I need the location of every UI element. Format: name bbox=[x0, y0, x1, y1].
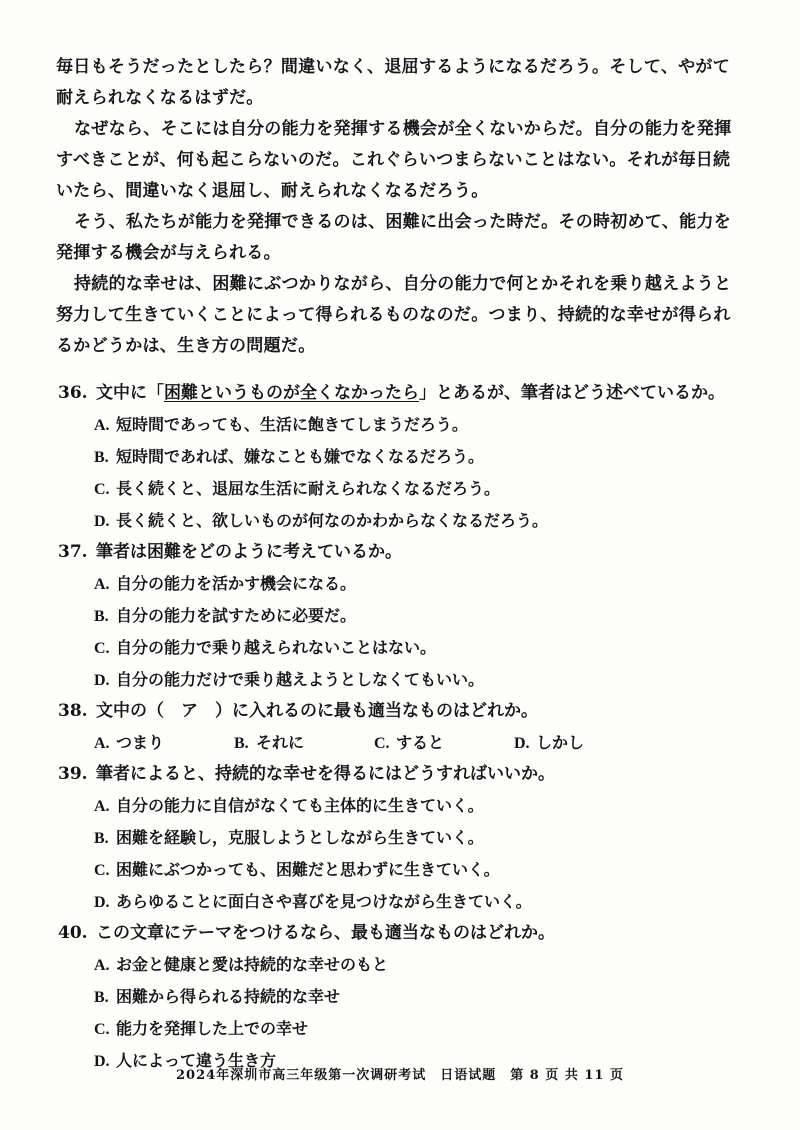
option-letter: D. bbox=[94, 894, 110, 911]
reading-passage bbox=[56, 52, 746, 362]
option-text: 自分の能力で乗り越えられないことはない。 bbox=[116, 638, 437, 657]
option-letter: D. bbox=[514, 735, 530, 752]
option-letter: A. bbox=[94, 576, 110, 593]
option-text: 短時間であっても、生活に飽きてしまうだろう。 bbox=[116, 415, 468, 434]
option-text: 長く続くと、欲しいものが何なのかわからなくなるだろう。 bbox=[116, 511, 549, 530]
option-a[interactable] bbox=[94, 727, 234, 759]
option-d[interactable] bbox=[514, 727, 654, 759]
option-d[interactable] bbox=[94, 886, 758, 918]
question-number: 40. bbox=[58, 923, 88, 943]
option-text: それに bbox=[256, 733, 305, 752]
option-letter: A. bbox=[94, 735, 110, 752]
underlined-quote: 困難というものが全くなかったら bbox=[164, 383, 419, 403]
option-b[interactable] bbox=[234, 727, 374, 759]
question-stem bbox=[58, 696, 758, 727]
stem-text: この文章にテーマをつけるなら、最も適当なものはどれか。 bbox=[96, 923, 555, 943]
question-list bbox=[58, 378, 758, 1077]
option-a[interactable] bbox=[94, 949, 758, 981]
option-letter: D. bbox=[94, 672, 110, 689]
stem-text: 筆者は困難をどのように考えているか。 bbox=[96, 542, 402, 562]
option-b[interactable] bbox=[94, 981, 758, 1013]
option-text: あらゆることに面白さや喜びを見つけながら生きていく。 bbox=[116, 892, 532, 911]
option-letter: D. bbox=[94, 1053, 110, 1070]
option-letter: B. bbox=[94, 449, 109, 466]
option-letter: C. bbox=[94, 481, 110, 498]
stem-text: 」とあるが、筆者はどう述べているか。 bbox=[419, 383, 725, 403]
option-b[interactable] bbox=[94, 441, 758, 473]
option-a[interactable] bbox=[94, 790, 758, 822]
question-number: 38. bbox=[58, 701, 88, 721]
option-text: 困難から得られる持続的な幸せ bbox=[116, 987, 341, 1006]
option-b[interactable] bbox=[94, 822, 758, 854]
option-letter: C. bbox=[94, 640, 110, 657]
passage-paragraph: なぜなら、そこには自分の能力を発揮する機会が全くないからだ。自分の能力を発揮すべきことが、何も起こらないのだ。これぐらいつまらないことはない。それが毎日続いたら、間違いなく退屈し、耐えられなくなるだろう。 bbox=[56, 119, 732, 201]
passage-paragraph: 持続的な幸せは、困難にぶつかりながら、自分の能力で何とかそれを乗り越えようと努力して生きていくことによって得られるものなのだ。つまり、持続的な幸せが得られるかどうかは、生き方の問題だ。 bbox=[56, 274, 732, 356]
option-c[interactable] bbox=[94, 473, 758, 505]
option-text: 自分の能力だけで乗り越えようとしなくてもいい。 bbox=[116, 670, 485, 689]
option-text: お金と健康と愛は持続的な幸せのもと bbox=[116, 955, 389, 974]
option-text: 自分の能力に自信がなくても主体的に生きていく。 bbox=[116, 796, 484, 815]
option-text: 人によって違う生き方 bbox=[116, 1051, 277, 1070]
option-c[interactable] bbox=[94, 1013, 758, 1045]
option-text: 能力を発揮した上での幸せ bbox=[116, 1019, 309, 1038]
option-letter: A. bbox=[94, 798, 110, 815]
stem-text: 筆者によると、持続的な幸せを得るにはどうすればいいか。 bbox=[96, 764, 555, 784]
stem-text: 文中に「 bbox=[96, 383, 164, 403]
question-36 bbox=[58, 378, 758, 537]
question-38 bbox=[58, 696, 758, 759]
option-letter: B. bbox=[94, 830, 109, 847]
option-letter: C. bbox=[94, 1021, 110, 1038]
option-list bbox=[58, 409, 758, 537]
option-list bbox=[58, 949, 758, 1077]
question-39 bbox=[58, 759, 758, 918]
option-text: 自分の能力を活かす機会になる。 bbox=[116, 574, 357, 593]
option-text: 長く続くと、退屈な生活に耐えられなくなるだろう。 bbox=[116, 479, 501, 498]
option-letter: B. bbox=[94, 989, 109, 1006]
option-text: すると bbox=[396, 733, 445, 752]
option-text: 自分の能力を試すために必要だ。 bbox=[116, 606, 357, 625]
option-letter: C. bbox=[94, 862, 110, 879]
option-c[interactable] bbox=[374, 727, 514, 759]
question-number: 36. bbox=[58, 383, 88, 403]
option-text: 短時間であれば、嫌なことも嫌でなくなるだろう。 bbox=[116, 447, 485, 466]
option-b[interactable] bbox=[94, 600, 758, 632]
option-list bbox=[58, 568, 758, 696]
passage-paragraph: 毎日もそうだったとしたら？間違いなく、退屈するようになるだろう。そして、やがて耐えられなくなるはずだ。 bbox=[56, 57, 731, 108]
option-d[interactable] bbox=[94, 664, 758, 696]
option-letter: D. bbox=[94, 513, 110, 530]
question-stem bbox=[58, 537, 758, 568]
option-letter: B. bbox=[234, 735, 249, 752]
option-list bbox=[58, 727, 758, 759]
question-number: 37. bbox=[58, 542, 88, 562]
option-letter: C. bbox=[374, 735, 390, 752]
page-footer: 2024年深圳市高三年级第一次调研考试 日语试题 第 8 页 共 11 页 bbox=[176, 1068, 624, 1083]
question-stem bbox=[58, 918, 758, 949]
question-40 bbox=[58, 918, 758, 1077]
option-letter: A. bbox=[94, 417, 110, 434]
option-letter: A. bbox=[94, 957, 110, 974]
option-list bbox=[58, 790, 758, 918]
option-d[interactable] bbox=[94, 505, 758, 537]
option-text: しかし bbox=[536, 733, 585, 752]
question-stem bbox=[58, 378, 758, 409]
option-letter: B. bbox=[94, 608, 109, 625]
option-text: 困難を経験し，克服しようとしながら生きていく。 bbox=[116, 828, 484, 847]
option-a[interactable] bbox=[94, 568, 758, 600]
option-c[interactable] bbox=[94, 632, 758, 664]
question-37 bbox=[58, 537, 758, 696]
question-number: 39. bbox=[58, 764, 88, 784]
option-text: 困難にぶつかっても、困難だと思わずに生きていく。 bbox=[116, 860, 500, 879]
passage-paragraph: そう、私たちが能力を発揮できるのは、困難に出会った時だ。その時初めて、能力を発揮する機会が与えられる。 bbox=[56, 212, 732, 263]
option-c[interactable] bbox=[94, 854, 758, 886]
option-text: つまり bbox=[116, 733, 165, 752]
stem-text: 文中の（ ア ）に入れるのに最も適当なものはどれか。 bbox=[96, 701, 538, 721]
option-a[interactable] bbox=[94, 409, 758, 441]
question-stem bbox=[58, 759, 758, 790]
